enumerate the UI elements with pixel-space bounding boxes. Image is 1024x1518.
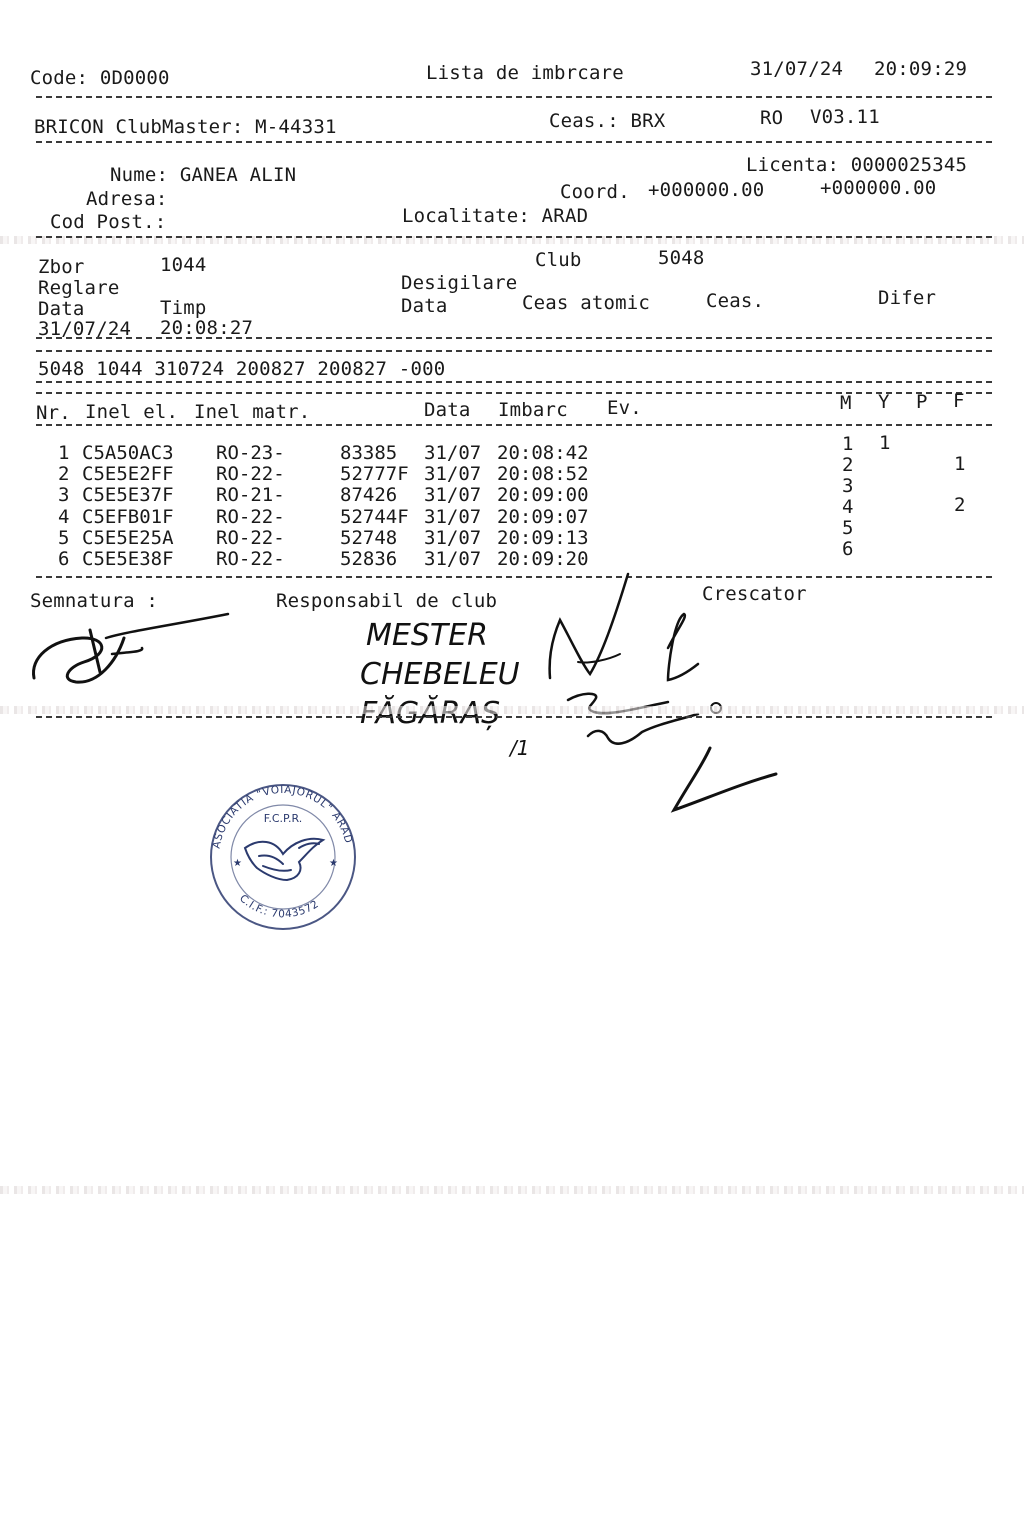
responsabil-label: Responsabil de club	[276, 590, 498, 612]
row-date: 31/07	[424, 484, 482, 506]
data-label: Data	[38, 298, 85, 320]
coord-value-1: +000000.00	[648, 179, 765, 201]
row-ring: 87426	[340, 484, 398, 506]
col-header-p: P	[916, 391, 928, 413]
zbor-label: Zbor	[38, 256, 85, 278]
row-ring: 52744F	[340, 506, 409, 528]
table-row	[0, 484, 1024, 506]
row-date: 31/07	[424, 442, 482, 464]
reglare-date: 31/07/24	[38, 318, 132, 340]
clock-type: Ceas.: BRX	[549, 110, 666, 132]
table-row	[0, 527, 1024, 549]
row-inel-el: C5A50AC3	[82, 442, 174, 464]
table-row	[0, 506, 1024, 528]
row-time: 20:08:42	[497, 442, 589, 464]
check-mark	[668, 744, 780, 818]
signature-right	[538, 568, 738, 758]
semnatura-label: Semnatura :	[30, 590, 159, 612]
desigilare-label: Desigilare	[401, 272, 518, 294]
row-prefix: RO-21-	[216, 484, 285, 506]
country-code: RO	[760, 107, 784, 129]
col-header-data: Data	[424, 399, 471, 421]
col-header-y: Y	[878, 391, 890, 413]
m-value: 5	[842, 517, 854, 539]
row-inel-el: C5E5E37F	[82, 484, 174, 506]
handwritten-mester: MESTER	[366, 618, 489, 653]
y-value: 1	[879, 432, 891, 454]
row-time: 20:09:20	[497, 548, 589, 570]
locality: Localitate: ARAD	[402, 205, 589, 227]
row-ring: 83385	[340, 442, 398, 464]
row-prefix: RO-22-	[216, 463, 285, 485]
header-date: 31/07/24	[750, 58, 844, 80]
row-inel-el: C5E5E25A	[82, 527, 174, 549]
difer-label: Difer	[878, 287, 937, 309]
m-value: 2	[842, 454, 854, 476]
postal-label: Cod Post.:	[50, 211, 167, 233]
zbor-value: 1044	[160, 254, 207, 276]
m-value: 3	[842, 475, 854, 497]
row-ring: 52748	[340, 527, 398, 549]
row-inel-el: C5E5E38F	[82, 548, 174, 570]
coord-label: Coord.	[560, 181, 630, 203]
club-value: 5048	[658, 247, 705, 269]
row-date: 31/07	[424, 527, 482, 549]
paper-texture	[0, 706, 1024, 714]
row-time: 20:08:52	[497, 463, 589, 485]
row-inel-el: C5EFB01F	[82, 506, 174, 528]
paper-texture	[0, 1186, 1024, 1194]
reglare-label: Reglare	[38, 277, 120, 299]
divider	[36, 236, 992, 238]
divider	[36, 337, 992, 339]
row-time: 20:09:13	[497, 527, 589, 549]
association-stamp	[203, 782, 363, 932]
col-header-m: M	[840, 392, 852, 414]
firmware-version: V03.11	[810, 106, 880, 128]
row-ring: 52836	[340, 548, 398, 570]
row-nr: 6	[58, 548, 70, 570]
row-date: 31/07	[424, 463, 482, 485]
summary-line: 5048 1044 310724 200827 200827 -000	[38, 358, 446, 380]
owner-name: Nume: GANEA ALIN	[110, 164, 297, 186]
row-prefix: RO-22-	[216, 506, 285, 528]
table-row	[0, 548, 1024, 570]
code-label: Code: 0D0000	[30, 67, 170, 89]
address-label: Adresa:	[86, 188, 168, 210]
row-time: 20:09:00	[497, 484, 589, 506]
bird-emblem-icon	[245, 839, 323, 880]
col-header-inel-matr: Inel matr.	[194, 401, 311, 423]
row-inel-el: C5E5E2FF	[82, 463, 174, 485]
divider	[36, 141, 992, 143]
divider	[36, 350, 992, 352]
row-nr: 3	[58, 484, 70, 506]
m-value: 1	[842, 433, 854, 455]
divider	[36, 716, 992, 718]
licence-number: Licenta: 0000025345	[746, 154, 968, 176]
stamp-middle-text: F.C.P.R.	[263, 812, 303, 825]
row-date: 31/07	[424, 548, 482, 570]
row-prefix: RO-22-	[216, 548, 285, 570]
col-header-f: F	[953, 390, 965, 412]
row-nr: 1	[58, 442, 70, 464]
row-prefix: RO-23-	[216, 442, 285, 464]
m-value: 6	[842, 538, 854, 560]
signature-left	[28, 608, 233, 690]
stamp-bottom-text: C.I.F.: 7043572	[236, 892, 322, 921]
divider	[36, 424, 992, 426]
col-header-nr: Nr.	[36, 402, 71, 424]
data-label-2: Data	[401, 295, 448, 317]
handwritten-mark: /1	[510, 736, 530, 760]
row-nr: 4	[58, 506, 70, 528]
stamp-top-text: ASOCIATIA "VOIAJORUL" ARAD	[210, 783, 355, 850]
divider	[36, 576, 992, 578]
table-row	[0, 463, 1024, 485]
table-row	[0, 442, 1024, 464]
reglare-time: 20:08:27	[160, 317, 254, 339]
stamp-star-right-icon: ★	[329, 858, 338, 869]
f-value: 2	[954, 494, 966, 516]
row-nr: 5	[58, 527, 70, 549]
col-header-ev: Ev.	[607, 397, 642, 419]
document-title: Lista de imbrcare	[426, 62, 624, 84]
device-model: BRICON ClubMaster: M-44331	[34, 116, 337, 138]
col-header-inel-el: Inel el.	[85, 401, 179, 423]
ceas-atomic-label: Ceas atomic	[522, 292, 651, 314]
ceas-label: Ceas.	[706, 290, 765, 312]
row-time: 20:09:07	[497, 506, 589, 528]
row-prefix: RO-22-	[216, 527, 285, 549]
coord-value-2: +000000.00	[820, 177, 937, 199]
stamp-star-left-icon: ★	[233, 858, 242, 869]
m-value: 4	[842, 496, 854, 518]
col-header-imbarc: Imbarc	[498, 399, 568, 421]
header-time: 20:09:29	[874, 58, 968, 80]
divider	[36, 381, 992, 383]
divider	[36, 96, 992, 98]
handwritten-chebeleu: CHEBELEU	[360, 657, 520, 692]
row-date: 31/07	[424, 506, 482, 528]
row-ring: 52777F	[340, 463, 409, 485]
row-nr: 2	[58, 463, 70, 485]
club-label: Club	[535, 249, 582, 271]
timp-label: Timp	[160, 297, 207, 319]
crescator-label: Crescator	[702, 583, 807, 605]
f-value: 1	[954, 453, 966, 475]
